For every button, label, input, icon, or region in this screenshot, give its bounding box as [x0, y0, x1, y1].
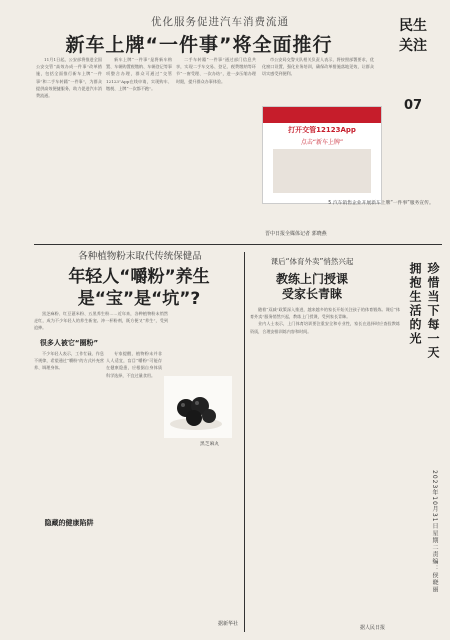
mid-story-paragraph: 专家提醒，植物粉末并非人人适宜，盲目“嚼粉”可能存在健康隐患，应根据自身体质科学选择，不宜过量食用。 [106, 351, 162, 378]
right-story-kicker: 课后“体育外卖”悄然兴起 [270, 257, 354, 266]
section-header [380, 14, 442, 114]
page-number: 07 [403, 98, 423, 113]
poster-graphic [273, 149, 371, 193]
right-story-title-line2: 受家长青睐 [281, 287, 342, 301]
sesame-balls-photo [164, 376, 232, 438]
column-divider [244, 252, 245, 632]
sesame-balls-icon [164, 376, 232, 438]
slogan-line-2: 拥抱生活的光 [408, 262, 422, 346]
mid-story-intro [34, 310, 168, 336]
mid-story-subhead-2: 隐藏的健康陷阱 [44, 519, 94, 527]
photo-caption: 黑芝麻丸 [200, 442, 220, 447]
top-story-title: 新车上牌“一件事”将全面推行 [65, 34, 333, 56]
top-story-col-4 [262, 56, 374, 102]
poster-image [262, 106, 382, 204]
section-title [388, 16, 438, 56]
mid-story-subhead-1: 很多人被它“圈粉” [39, 339, 99, 347]
mid-story-col-2 [106, 350, 162, 620]
issue-date: 2023年10月31日 [431, 470, 438, 530]
right-story-paragraph: 业内人士表示，上门体育培训要注重安全和专业性，家长在选择时应查验教练资质，合理安排训练内容和时间。 [250, 321, 400, 334]
vertical-slogan [404, 262, 446, 382]
top-story-col-1 [36, 56, 102, 240]
section-title-line1: 民生 [399, 18, 427, 34]
right-story-reporter: 据人民日报 [359, 625, 385, 631]
issue-weekday: 星期二 [431, 529, 438, 551]
top-story-col-2 [106, 56, 172, 240]
mid-story-title-line2: 是“宝”是“坑”? [77, 289, 201, 309]
poster-subtitle: 点击“新车上牌” [300, 139, 344, 146]
right-story-title-line1: 教练上门授课 [275, 272, 348, 286]
right-story-col [250, 306, 400, 616]
section-title-line2: 关注 [399, 38, 427, 54]
mid-story-reporter: 据新华社 [217, 621, 238, 627]
top-story-reporter: 晋中日报全媒体记者 郭晓燕 [265, 231, 327, 237]
top-story-paragraph: 二手车转籍“一件事”通过部门信息共享，实现二手车交易、登记、税费缴纳等环节“一窗受理、一次办结”，进一步压缩办理时限，提升群众办事体验。 [176, 57, 256, 84]
top-story-paragraph: 11月1日起，公安部将推进全国公安交管“高效办成一件事”改革措施，包括全面推行新车上牌“一件事”和二手车转籍“一件事”，为群众提供高效便捷服务，助力促进汽车消费流通。 [36, 57, 102, 99]
slogan-line-1: 珍惜当下每一天 [426, 262, 440, 360]
top-story-paragraph: 市公安局交警支队相关负责人表示，将按照部署要求，优化窗口设置，强化业务培训，确保改革措施落地见效，让群众切实感受到便利。 [262, 57, 374, 77]
top-story-col-3 [176, 56, 256, 240]
top-story-paragraph: 新车上牌“一件事”是将新车购置、车辆购置税缴纳、车辆登记等事项整合办理，群众可通过“交管12123”App在线申请，实现购车、缴税、上牌“一次都不跑”。 [106, 57, 172, 91]
poster-caption: 5 汽车销售企业开展新车上牌“一件事”服务宣传。 [328, 201, 434, 206]
poster-title: 打开交管12123App [288, 126, 356, 134]
issue-editor: 责编：侯晓丽 [431, 550, 438, 593]
mid-story-kicker: 各种植物粉末取代传统保健品 [78, 251, 202, 262]
mid-story-col-1 [34, 350, 104, 514]
top-story-kicker: 优化服务促进汽车消费流通 [151, 16, 289, 28]
poster-banner [263, 107, 381, 123]
section-divider [34, 244, 442, 245]
date-strip [430, 470, 444, 620]
mid-story-paragraph: 不少年轻人表示，工作忙碌、作息不规律，希望通过“嚼粉”的方式补充营养、调理身体。 [34, 351, 104, 371]
right-story-paragraph: 随着“双减”政策深入推进，越来越多的家长开始关注孩子的体育锻炼。课后“体育外卖”服务悄然兴起，教练上门授课，受到家长青睐。 [250, 307, 400, 320]
mid-story-paragraph: 黑芝麻粉、红豆薏米粉、五黑养生粉……近年来，各种植物粉末悄然走红，成为不少年轻人的养生新宠。冲一杯粉剂，既方便又“养生”，受到追捧。 [34, 311, 168, 331]
mid-story-title-line1: 年轻人“嚼粉”养生 [68, 267, 210, 287]
